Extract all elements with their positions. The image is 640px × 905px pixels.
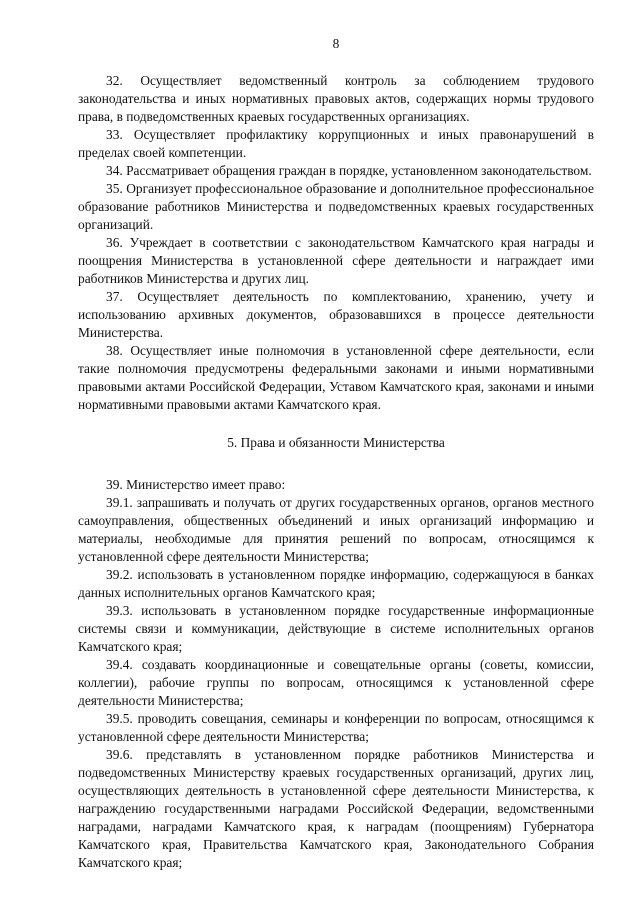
paragraph-33: 33. Осуществляет профилактику коррупционных и иных правонарушений в пределах своей компетенции.: [78, 127, 594, 160]
section-heading: 5. Права и обязанности Министерства: [227, 435, 445, 450]
paragraph-39-6: 39.6. представлять в установленном порядке работников Министерства и подведомственных Министерству краевых государственных организаций, других лиц, осуществляющих деятельность в установленной сфере деятельности Министерства, к награждению государственными наградами Российской Федерации, ведомственными наградами, наградами Камчатского края, к наградам (поощрениям) Губернатора Камчатского края, Правительства Камчатского края, Законодательного Собрания Камчатского края;: [78, 747, 594, 870]
paragraph-39-2: 39.2. использовать в установленном порядке информацию, содержащуюся в банках данных исполнительных органов Камчатского края;: [78, 567, 594, 600]
paragraph-35: 35. Организует профессиональное образование и дополнительное профессиональное образование работников Министерства и подведомственных краевых государственных организаций.: [78, 181, 594, 232]
paragraph-39-3: 39.3. использовать в установленном порядке государственные информационные системы связи и коммуникации, действующие в системе исполнительных органов Камчатского края;: [78, 603, 594, 654]
paragraph-39-5: 39.5. проводить совещания, семинары и конференции по вопросам, относящимся к установленной сфере деятельности Министерства;: [78, 711, 594, 744]
paragraph-39: 39. Министерство имеет право:: [106, 477, 286, 492]
paragraph-32: 32. Осуществляет ведомственный контроль за соблюдением трудового законодательства и иных нормативных правовых актов, содержащих нормы трудового права, в подведомственных краевых государственных организациях.: [78, 73, 594, 124]
page-number: 8: [332, 36, 340, 51]
paragraph-36: 36. Учреждает в соответствии с законодательством Камчатского края награды и поощрения Министерства в установленной сфере деятельности и награждает ими работников Министерства и других лиц.: [78, 235, 594, 286]
paragraph-39-1: 39.1. запрашивать и получать от других государственных органов, органов местного самоуправления, общественных объединений и иных организаций информацию и материалы, необходимые для принятия решений по вопросам, относящимся к установленной сфере деятельности Министерства;: [78, 495, 594, 564]
paragraph-34: 34. Рассматривает обращения граждан в порядке, установленном законодательством.: [106, 163, 592, 178]
paragraph-38: 38. Осуществляет иные полномочия в установленной сфере деятельности, если такие полномочия предусмотрены федеральными законами и иными нормативными правовыми актами Российской Федерации, Уставом Камчатского края, законами и иными нормативными правовыми актами Камчатского края.: [78, 343, 594, 412]
paragraph-39-4: 39.4. создавать координационные и совещательные органы (советы, комиссии, коллегии), рабочие группы по вопросам, относящимся к установленной сфере деятельности Министерства;: [78, 657, 594, 708]
paragraph-37: 37. Осуществляет деятельность по комплектованию, хранению, учету и использованию архивных документов, образовавшихся в процессе деятельности Министерства.: [78, 289, 594, 340]
